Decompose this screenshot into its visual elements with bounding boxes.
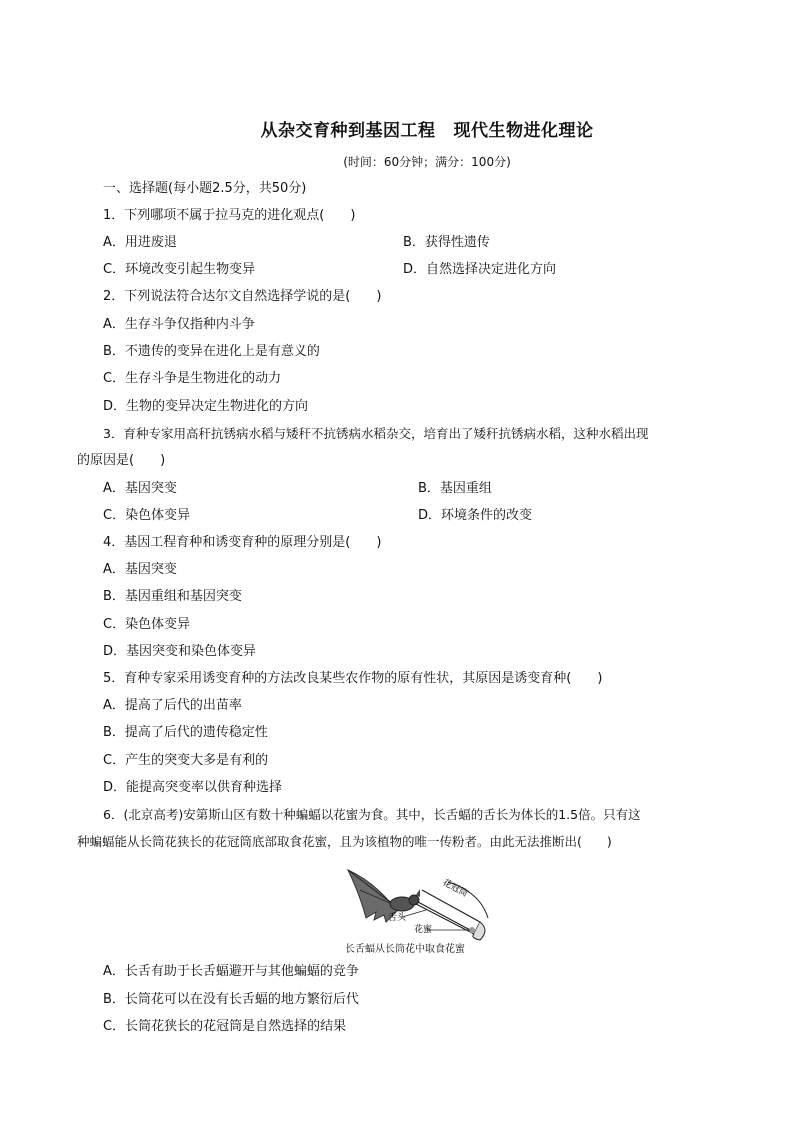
label-nectar: 花蜜 [414,925,433,935]
q6-option-b: B．长筒花可以在没有长舌蝠的地方繁衍后代 [103,992,359,1007]
q1-option-d: D．自然选择决定进化方向 [403,262,557,277]
question-3-line-2: 的原因是( ) [77,453,166,468]
q4-option-d: D．基因突变和染色体变异 [103,644,257,659]
question-3-line-1: 3．育种专家用高秆抗锈病水稻与矮秆不抗锈病水稻杂交，培育出了矮秆抗锈病水稻，这种水稻出现 [103,426,649,441]
q4-option-c: C．染色体变异 [103,617,191,632]
q1-option-b: B．获得性遗传 [403,235,490,250]
question-5: 5．育种专家采用诱变育种的方法改良某些农作物的原有性状，其原因是诱变育种( ) [103,671,603,686]
label-flower-tube: 花冠筒 [440,877,470,900]
title-part-1: 从杂交育种到基因工程 [260,121,436,141]
question-4: 4．基因工程育种和诱变育种的原理分别是( ) [103,535,382,550]
q4-option-b: B．基因重组和基因突变 [103,589,242,604]
figure-caption: 长舌蝠从长筒花中取食花蜜 [345,944,465,955]
q2-option-a: A．生存斗争仅指种内斗争 [103,317,255,332]
page-title [0,116,794,141]
q3-option-a: A．基因突变 [103,481,177,496]
q2-option-c: C．生存斗争是生物进化的动力 [103,371,282,386]
label-tongue: 舌头 [388,913,407,923]
section-heading: 一、选择题(每小题2.5分，共50分) [103,181,307,196]
question-6-line-1: 6．(北京高考)安第斯山区有数十种蝙蝠以花蜜为食。其中，长舌蝠的舌长为体长的1.5倍。只有这 [103,807,641,822]
q5-option-c: C．产生的突变大多是有利的 [103,753,269,768]
q5-option-d: D．能提高突变率以供育种选择 [103,780,283,795]
q6-option-a: A．长舌有助于长舌蝠避开与其他蝙蝠的竞争 [103,964,359,979]
q5-option-a: A．提高了后代的出苗率 [103,698,242,713]
q3-option-c: C．染色体变异 [103,508,191,523]
q2-option-b: B．不遗传的变异在进化上是有意义的 [103,344,320,359]
title-part-2: 现代生物进化理论 [453,121,594,141]
q1-option-a: A．用进废退 [103,235,177,250]
q3-option-d: D．环境条件的改变 [418,508,533,523]
q2-option-d: D．生物的变异决定生物进化的方向 [103,399,309,414]
q1-option-c: C．环境改变引起生物变异 [103,262,256,277]
bat-head-icon [409,895,419,905]
q6-option-c: C．长筒花狭长的花冠筒是自然选择的结果 [103,1019,347,1034]
exam-info: (时间：60分钟；满分：100分) [343,155,511,169]
question-1: 1．下列哪项不属于拉马克的进化观点( ) [103,208,356,223]
question-6-line-2: 种蝙蝠能从长筒花狭长的花冠筒底部取食花蜜，且为该植物的唯一传粉者。由此无法推断出( ) [77,834,612,849]
q4-option-a: A．基因突变 [103,562,177,577]
q3-option-b: B．基因重组 [418,481,492,496]
q5-option-b: B．提高了后代的遗传稳定性 [103,725,268,740]
question-2: 2．下列说法符合达尔文自然选择学说的是( ) [103,289,382,304]
